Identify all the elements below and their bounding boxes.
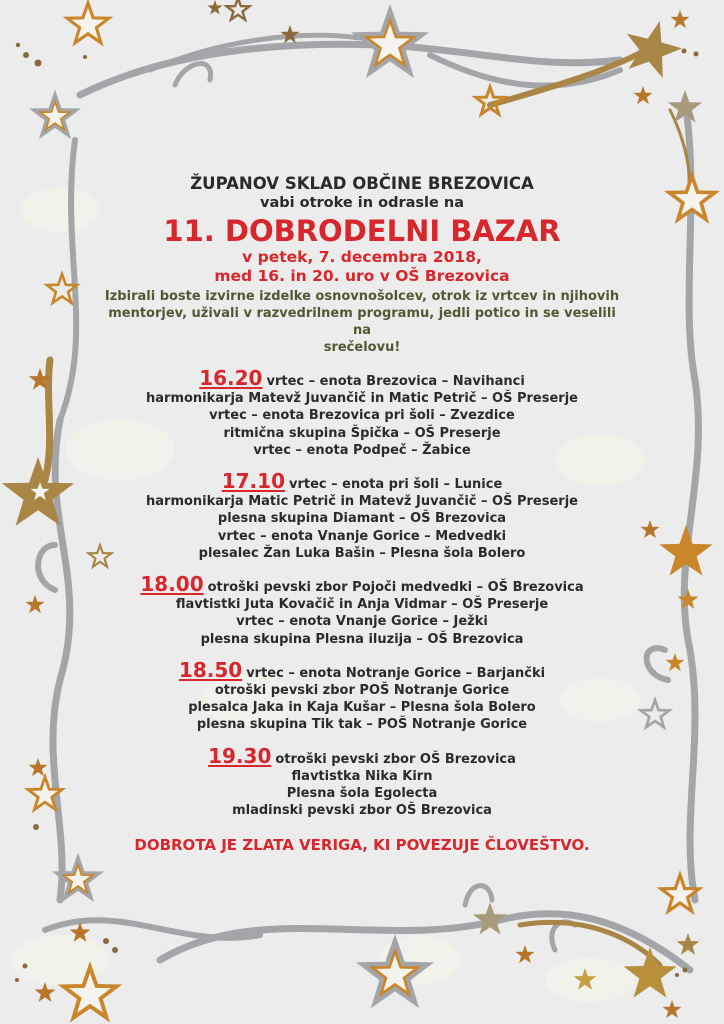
star-icon bbox=[670, 10, 689, 28]
program-block-4 bbox=[100, 657, 624, 734]
program-block-2 bbox=[100, 469, 624, 562]
program-item: vrtec – enota Vnanje Gorice – Medvedki bbox=[217, 528, 507, 544]
program-item: flavtistki Juta Kovačič in Anja Vidmar – OŠ Preserje bbox=[175, 597, 549, 613]
program-item: plesna skupina Tik tak – POŠ Notranje Gorice bbox=[196, 717, 528, 733]
program-time: 18.00 bbox=[140, 572, 204, 597]
star-icon bbox=[25, 595, 44, 613]
star-icon bbox=[662, 1000, 681, 1018]
description-line: Izbirali boste izvirne izdelke osnovnošolcev, otrok iz vrtcev in njihovih bbox=[104, 289, 620, 304]
program-block-3 bbox=[100, 572, 624, 648]
program-item: vrtec – enota Podpeč – Žabice bbox=[253, 442, 471, 458]
star-icon bbox=[227, 0, 250, 20]
star-icon bbox=[207, 0, 222, 14]
program-item bbox=[100, 469, 624, 494]
star-icon bbox=[67, 3, 109, 43]
program-item-text: otroški pevski zbor Pojoči medvedki – OŠ Brezovica bbox=[207, 580, 584, 596]
program-item: vrtec – enota Brezovica pri šoli – Zvezdice bbox=[209, 408, 515, 424]
program-item-text: vrtec – enota pri šoli – Lunice bbox=[288, 477, 503, 493]
star-icon bbox=[359, 12, 422, 72]
star-icon bbox=[640, 520, 659, 538]
description-line: mentorjev, uživali v razvedrilnem programu, jedli potico in se veselili na bbox=[108, 306, 616, 338]
organizer-heading: ŽUPANOV SKLAD OBČINE BREZOVICA bbox=[190, 174, 534, 193]
program-time: 16.20 bbox=[199, 366, 263, 390]
program-item: ritmična skupina Špička – OŠ Preserje bbox=[223, 425, 501, 441]
event-time-place: med 16. in 20. uro v OŠ Brezovica bbox=[214, 267, 510, 285]
program-time: 19.30 bbox=[208, 743, 272, 768]
event-date: v petek, 7. decembra 2018, bbox=[242, 248, 482, 266]
program-item: harmonikarja Matevž Juvančič in Matic Petrič – OŠ Preserje bbox=[146, 391, 578, 407]
star-icon bbox=[35, 982, 56, 1002]
program-item: otroški pevski zbor POŠ Notranje Gorice bbox=[214, 683, 510, 699]
event-title: 11. DOBRODELNI BAZAR bbox=[163, 214, 561, 248]
program-item: plesna skupina Plesna iluzija – OŠ Brezovica bbox=[200, 631, 524, 647]
program-item: mladinski pevski zbor OŠ Brezovica bbox=[232, 803, 492, 819]
program-item-text: otroški pevski zbor OŠ Brezovica bbox=[275, 751, 516, 767]
poster-content bbox=[100, 168, 624, 855]
program-item: plesalec Žan Luka Bašin – Plesna šola Bolero bbox=[198, 545, 526, 561]
star-icon bbox=[476, 87, 505, 114]
program-item bbox=[100, 366, 624, 390]
star-icon bbox=[677, 933, 700, 955]
program-item: Plesna šola Egolecta bbox=[286, 786, 438, 802]
program-item: plesalca Jaka in Kaja Kušar – Plesna šola Bolero bbox=[188, 700, 536, 716]
description-line: srečelovu! bbox=[323, 340, 401, 355]
star-icon bbox=[473, 902, 507, 935]
event-description bbox=[100, 288, 624, 356]
star-icon bbox=[28, 758, 47, 776]
star-icon bbox=[641, 700, 670, 727]
program-item: vrtec – enota Vnanje Gorice – Ježki bbox=[236, 614, 488, 630]
closing-motto: DOBROTA JE ZLATA VERIGA, KI POVEZUJE ČLOVEŠTVO. bbox=[134, 836, 590, 855]
program-item bbox=[100, 743, 624, 768]
program-item bbox=[100, 657, 624, 682]
star-icon bbox=[665, 653, 684, 671]
program-item-text: vrtec – enota Brezovica – Navihanci bbox=[266, 374, 525, 389]
invitation-line: vabi otroke in odrasle na bbox=[260, 195, 464, 211]
program-item: flavtistka Nika Kirn bbox=[291, 768, 433, 784]
star-icon bbox=[515, 945, 534, 963]
star-icon bbox=[633, 86, 652, 104]
star-icon bbox=[280, 25, 299, 43]
star-icon bbox=[34, 95, 76, 135]
program-time: 18.50 bbox=[178, 657, 243, 682]
program-item: plesna skupina Diamant – OŠ Brezovica bbox=[217, 511, 507, 527]
program-item-text: vrtec – enota Notranje Gorice – Barjančki bbox=[246, 665, 546, 681]
program-time: 17.10 bbox=[221, 469, 285, 494]
program-item: harmonikarja Matic Petrič in Matevž Juvančič – OŠ Preserje bbox=[146, 494, 578, 510]
program-item bbox=[100, 572, 624, 597]
program-block-5 bbox=[100, 743, 624, 820]
program-block-1 bbox=[100, 366, 624, 459]
